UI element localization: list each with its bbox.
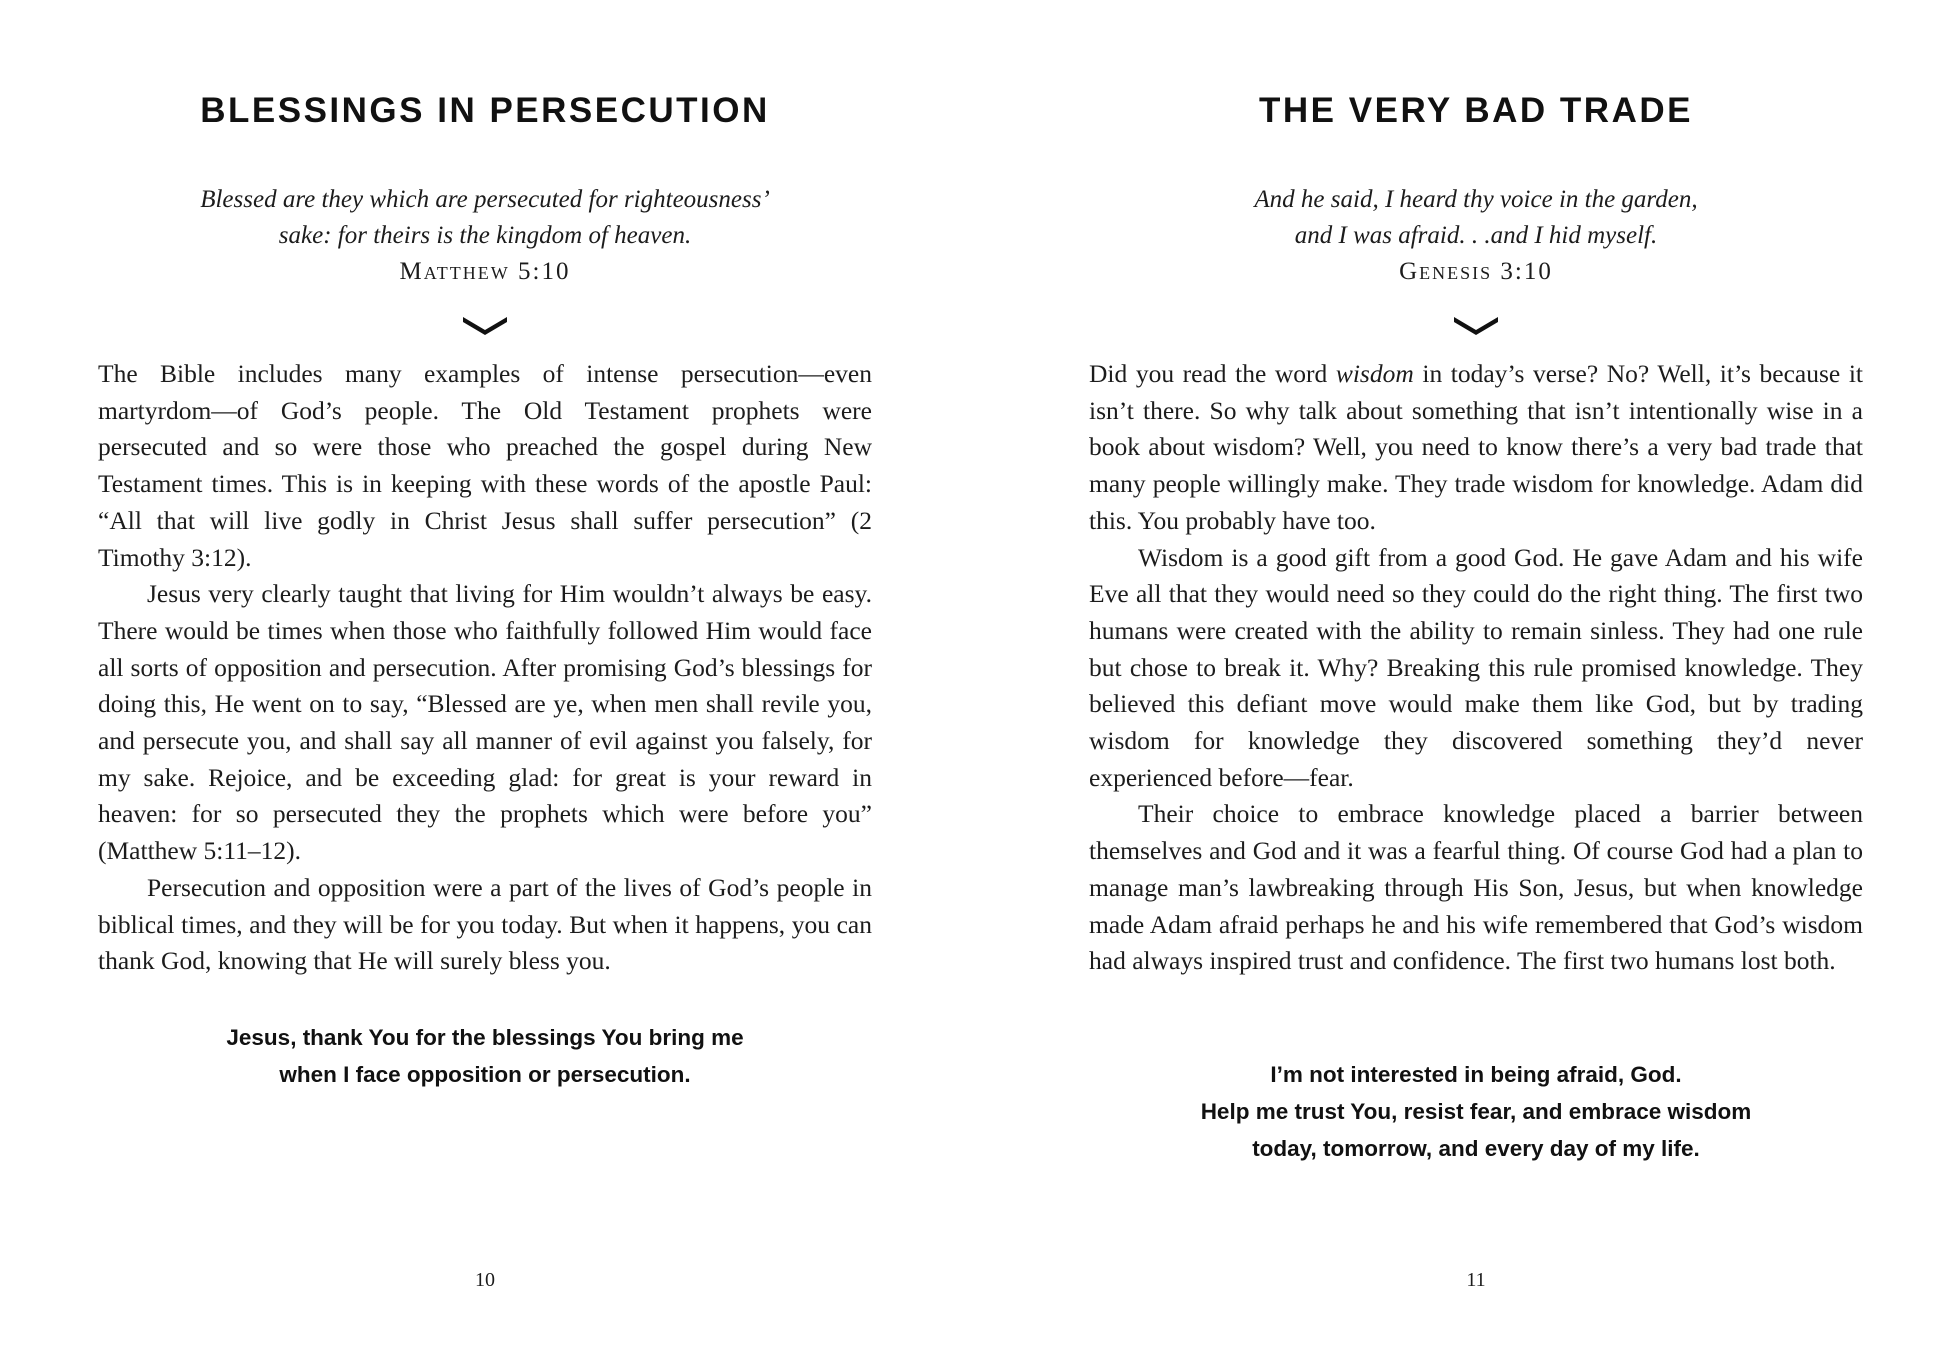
prayer bbox=[98, 1019, 872, 1093]
page-title: THE VERY BAD TRADE bbox=[1259, 91, 1693, 130]
verse-line: sake: for theirs is the kingdom of heaven. bbox=[278, 222, 692, 249]
chevron-down-icon bbox=[461, 314, 509, 336]
right-page bbox=[1089, 0, 1863, 1362]
paragraph-text: Did you read the word bbox=[1089, 359, 1336, 388]
prayer-line: Help me trust You, resist fear, and embrace wisdom bbox=[1200, 1099, 1752, 1124]
verse-reference: Genesis 3:10 bbox=[1399, 258, 1553, 285]
prayer-line: I’m not interested in being afraid, God. bbox=[1270, 1062, 1682, 1087]
verse-line: and I was afraid. . .and I hid myself. bbox=[1294, 222, 1658, 249]
devotional-body bbox=[98, 356, 872, 980]
emphasized-word: wisdom bbox=[1335, 359, 1414, 388]
paragraph-text: in today’s verse? No? Well, it’s because it isn’t there. So why talk about something that isn’t intentionally wise in a book about wisdom? Well, you need to know there’s a very bad trade that many people willingly make. They trade wisdom for knowledge. Adam did this. You probably have too. bbox=[1089, 359, 1863, 535]
verse-reference: Matthew 5:10 bbox=[399, 258, 571, 285]
verse-line: Blessed are they which are persecuted for righteousness’ bbox=[200, 186, 770, 213]
page-title: BLESSINGS IN PERSECUTION bbox=[200, 91, 770, 130]
devotional-body bbox=[1089, 356, 1863, 980]
body-paragraph: Jesus very clearly taught that living for Him wouldn’t always be easy. There would be times when those who faithfully followed Him would face all sorts of opposition and persecution. After promising God’s blessings for doing this, He went on to say, “Blessed are ye, when men shall revile you, and persecute you, and shall say all manner of evil against you falsely, for my sake. Rejoice, and be exceeding glad: for great is your reward in heaven: for so persecuted they the prophets which were before you” (Matthew 5:11–12). bbox=[98, 579, 872, 866]
prayer-line: Jesus, thank You for the blessings You bring me bbox=[226, 1025, 744, 1050]
body-paragraph: The Bible includes many examples of intense persecution—even martyrdom—of God’s people. The Old Testament prophets were persecuted and so were those who preached the gospel during New Testament times. This is in keeping with these words of the apostle Paul: “All that will live godly in Christ Jesus shall suffer persecution” (2 Timothy 3:12). bbox=[98, 359, 872, 572]
verse-line: And he said, I heard thy voice in the garden, bbox=[1254, 186, 1698, 213]
page-number: 11 bbox=[1466, 1269, 1486, 1291]
prayer-line: when I face opposition or persecution. bbox=[279, 1062, 691, 1087]
body-paragraph: Persecution and opposition were a part of the lives of God’s people in biblical times, and they will be for you today. But when it happens, you can thank God, knowing that He will surely bless you. bbox=[98, 872, 872, 976]
page-number: 10 bbox=[475, 1269, 495, 1291]
chevron-down-icon bbox=[1452, 314, 1500, 336]
body-paragraph: Wisdom is a good gift from a good God. He gave Adam and his wife Eve all that they would need so they could do the right thing. The first two humans were created with the ability to remain sinless. They had one rule but chose to break it. Why? Breaking this rule promised knowledge. They believed this defiant move would make them like God, but by trading wisdom for knowledge they discovered something they’d never experienced before—fear. bbox=[1089, 542, 1863, 792]
body-paragraph: Their choice to embrace knowledge placed a barrier between themselves and God and it was a fearful thing. Of course God had a plan to manage man’s lawbreaking through His Son, Jesus, but when knowledge made Adam afraid perhaps he and his wife remembered that God’s wisdom had always inspired trust and confidence. The first two humans lost both. bbox=[1089, 799, 1863, 976]
left-page bbox=[98, 0, 872, 1362]
prayer-line: today, tomorrow, and every day of my life. bbox=[1252, 1136, 1700, 1161]
scripture-verse bbox=[98, 182, 872, 290]
prayer bbox=[1089, 1056, 1863, 1167]
scripture-verse bbox=[1089, 182, 1863, 290]
body-paragraph bbox=[1089, 356, 1863, 540]
